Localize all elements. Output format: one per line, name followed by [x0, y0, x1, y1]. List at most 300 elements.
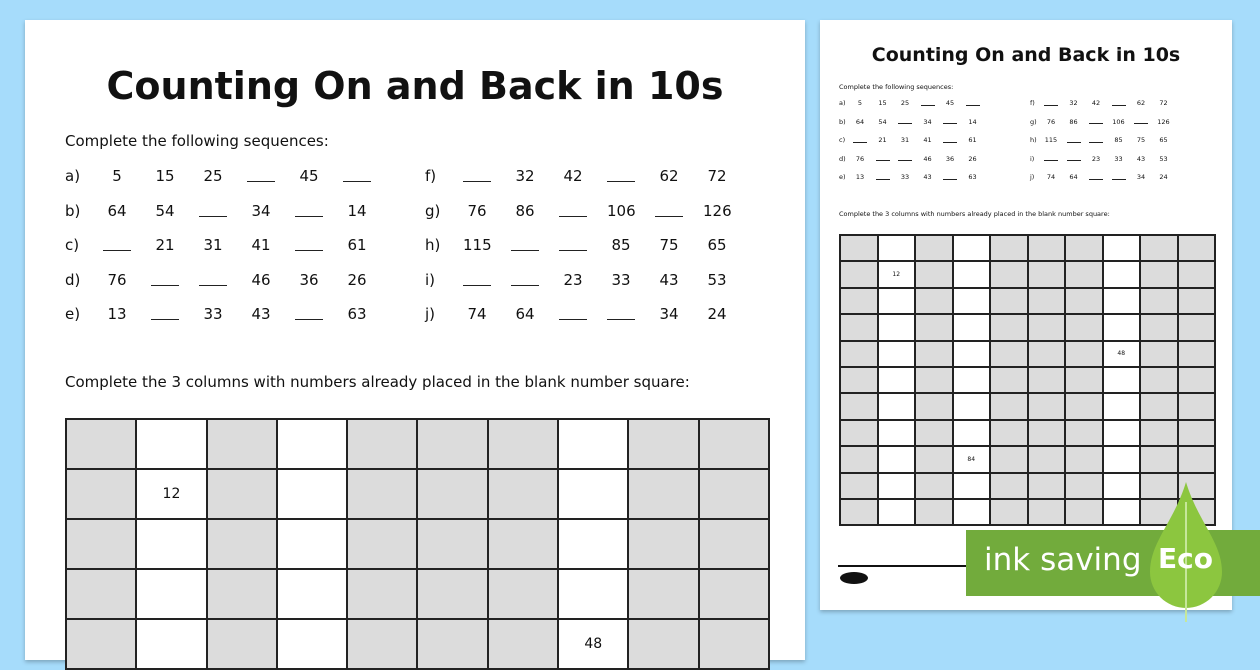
sequence-number: 76 — [107, 270, 127, 289]
grid-cell[interactable] — [878, 367, 916, 393]
sequence-label: c) — [839, 136, 846, 144]
grid-cell — [990, 420, 1028, 446]
sequence-number: 45 — [299, 167, 319, 185]
grid-cell — [840, 420, 878, 446]
answer-blank[interactable] — [943, 173, 957, 182]
grid-cell — [1065, 314, 1103, 340]
answer-blank[interactable] — [876, 173, 890, 182]
sequence-number: 26 — [347, 270, 367, 289]
grid-cell — [990, 341, 1028, 367]
sequence-number: 5 — [857, 99, 863, 107]
sequence-number: 43 — [251, 305, 271, 323]
grid-instruction: Complete the 3 columns with numbers already placed in the blank number square: — [839, 210, 1110, 218]
grid-cell[interactable] — [878, 446, 916, 472]
grid-cell — [1028, 499, 1066, 525]
sequence-number: 42 — [563, 167, 583, 185]
grid-cell — [488, 519, 558, 569]
answer-blank[interactable] — [463, 271, 491, 290]
grid-cell[interactable] — [558, 519, 628, 569]
sequence-label: j) — [1030, 173, 1035, 181]
grid-cell — [990, 473, 1028, 499]
sequence-number: 13 — [855, 173, 865, 181]
answer-blank[interactable] — [559, 202, 587, 221]
grid-cell — [1140, 420, 1178, 446]
grid-cell — [915, 314, 953, 340]
grid-cell — [990, 314, 1028, 340]
grid-cell — [1178, 367, 1216, 393]
grid-cell — [66, 419, 136, 469]
sequence-number: 62 — [659, 167, 679, 185]
sequence-number: 42 — [1091, 99, 1101, 107]
grid-cell — [417, 519, 487, 569]
grid-cell — [1028, 288, 1066, 314]
grid-cell — [699, 419, 769, 469]
worksheet-large-preview — [25, 20, 805, 660]
grid-cell — [1178, 341, 1216, 367]
answer-blank[interactable] — [607, 167, 635, 186]
grid-cell — [840, 235, 878, 261]
grid-cell[interactable]: 84 — [953, 446, 991, 472]
sequence-number: 106 — [607, 201, 636, 220]
ink-saving-label: ink saving — [984, 542, 1142, 578]
answer-blank[interactable] — [199, 271, 227, 290]
grid-cell — [990, 288, 1028, 314]
answer-blank[interactable] — [1134, 118, 1148, 127]
grid-cell — [840, 367, 878, 393]
sequence-number: 15 — [878, 99, 887, 107]
grid-cell — [915, 288, 953, 314]
sequence-number: 46 — [923, 154, 932, 163]
grid-cell — [915, 367, 953, 393]
grid-cell — [347, 419, 417, 469]
sequences-instruction: Complete the following sequences: — [839, 83, 954, 91]
grid-cell — [840, 341, 878, 367]
grid-cell — [207, 519, 277, 569]
sequence-number: 62 — [1136, 99, 1146, 107]
grid-cell[interactable] — [277, 519, 347, 569]
answer-blank[interactable] — [247, 167, 275, 186]
grid-cell[interactable] — [878, 235, 916, 261]
grid-cell — [840, 499, 878, 525]
grid-cell[interactable] — [277, 569, 347, 619]
sequence-number: 31 — [900, 136, 910, 144]
grid-cell — [1028, 446, 1066, 472]
sequence-number: 115 — [1044, 136, 1058, 144]
grid-cell — [840, 393, 878, 419]
grid-cell — [1065, 446, 1103, 472]
sequence-number: 106 — [1112, 117, 1125, 126]
grid-cell — [840, 314, 878, 340]
number-square — [65, 418, 770, 670]
sequence-number: 45 — [945, 99, 955, 107]
grid-cell[interactable] — [953, 393, 991, 419]
answer-blank[interactable] — [607, 305, 635, 324]
sequence-number: 26 — [968, 154, 977, 163]
grid-cell[interactable] — [1103, 420, 1141, 446]
grid-cell[interactable] — [953, 341, 991, 367]
grid-cell — [915, 473, 953, 499]
grid-cell[interactable] — [558, 419, 628, 469]
grid-cell — [1140, 367, 1178, 393]
sequence-number: 36 — [299, 270, 319, 289]
answer-blank[interactable] — [898, 118, 912, 127]
grid-cell[interactable] — [878, 473, 916, 499]
grid-cell[interactable]: 12 — [136, 469, 206, 519]
grid-cell — [417, 469, 487, 519]
grid-cell — [1065, 235, 1103, 261]
grid-cell[interactable] — [878, 499, 916, 525]
grid-cell[interactable] — [1103, 499, 1141, 525]
grid-cell — [1028, 235, 1066, 261]
grid-cell[interactable]: 12 — [878, 261, 916, 287]
grid-cell[interactable]: 48 — [558, 619, 628, 669]
answer-blank[interactable] — [151, 271, 179, 290]
grid-cell — [1028, 341, 1066, 367]
grid-cell[interactable] — [953, 473, 991, 499]
sequence-number: 25 — [900, 99, 910, 107]
grid-cell — [1178, 420, 1216, 446]
sequence-number: 53 — [1159, 154, 1168, 163]
sequence-number: 43 — [923, 173, 932, 181]
grid-instruction: Complete the 3 columns with numbers already placed in the blank number square: — [65, 373, 690, 391]
sequence-number: 14 — [968, 117, 977, 126]
sequence-number: 34 — [1136, 173, 1146, 181]
sequence-number: 15 — [155, 167, 175, 185]
grid-cell — [840, 261, 878, 287]
sequence-number: 21 — [878, 136, 887, 144]
grid-cell — [1178, 235, 1216, 261]
grid-cell — [1140, 341, 1178, 367]
sequence-label: b) — [839, 117, 846, 126]
sequence-number: 63 — [968, 173, 977, 181]
sequence-label: i) — [425, 270, 436, 289]
sequence-number: 21 — [155, 236, 175, 254]
grid-cell — [1065, 499, 1103, 525]
grid-cell — [915, 261, 953, 287]
grid-cell[interactable] — [953, 367, 991, 393]
sequence-number: 74 — [1046, 173, 1056, 181]
answer-blank[interactable] — [295, 202, 323, 221]
sequence-number: 115 — [463, 236, 492, 254]
grid-cell — [1178, 393, 1216, 419]
sequence-label: a) — [839, 99, 846, 107]
grid-cell — [915, 235, 953, 261]
sequence-number: 72 — [707, 167, 727, 185]
sequence-number: 33 — [1114, 154, 1123, 163]
grid-cell[interactable] — [1103, 235, 1141, 261]
answer-blank[interactable] — [103, 236, 131, 255]
grid-cell — [699, 619, 769, 669]
grid-cell[interactable] — [277, 419, 347, 469]
sequence-label: e) — [65, 305, 81, 323]
grid-cell[interactable] — [1103, 473, 1141, 499]
grid-cell — [990, 393, 1028, 419]
grid-cell[interactable] — [878, 420, 916, 446]
worksheet-title: Counting On and Back in 10s — [871, 44, 1181, 66]
sequence-label: i) — [1030, 154, 1035, 163]
brand-logo-icon — [840, 572, 868, 584]
answer-blank[interactable] — [1112, 99, 1126, 108]
grid-cell — [840, 446, 878, 472]
answer-blank[interactable] — [199, 202, 227, 221]
grid-cell[interactable] — [1103, 393, 1141, 419]
grid-cell — [1178, 314, 1216, 340]
grid-cell — [1140, 446, 1178, 472]
answer-blank[interactable] — [943, 136, 957, 145]
grid-cell[interactable] — [953, 288, 991, 314]
grid-cell — [1140, 314, 1178, 340]
grid-cell — [347, 569, 417, 619]
grid-cell[interactable] — [558, 569, 628, 619]
sequence-number: 41 — [923, 136, 932, 144]
sequence-label: d) — [65, 270, 81, 289]
grid-cell[interactable] — [136, 419, 206, 469]
grid-cell — [699, 519, 769, 569]
grid-cell — [1065, 393, 1103, 419]
grid-cell — [628, 619, 698, 669]
sequence-number: 32 — [515, 167, 535, 185]
sequence-number: 65 — [1159, 136, 1168, 144]
answer-blank[interactable] — [511, 271, 539, 290]
answer-blank[interactable] — [151, 305, 179, 324]
sequence-number: 76 — [855, 154, 865, 163]
grid-cell — [488, 569, 558, 619]
sequence-number: 25 — [203, 167, 223, 185]
answer-blank[interactable] — [1112, 173, 1126, 182]
grid-cell — [488, 419, 558, 469]
grid-cell[interactable] — [953, 420, 991, 446]
sequence-label: c) — [65, 236, 80, 254]
eco-label: Eco — [1158, 542, 1213, 575]
sequence-number: 43 — [659, 270, 679, 289]
grid-cell[interactable] — [953, 499, 991, 525]
answer-blank[interactable] — [559, 236, 587, 255]
answer-blank[interactable] — [853, 136, 867, 145]
answer-blank[interactable] — [1089, 173, 1103, 182]
grid-cell — [1065, 367, 1103, 393]
grid-cell — [488, 619, 558, 669]
sequence-label: e) — [839, 173, 846, 181]
sequence-number: 61 — [347, 236, 367, 254]
grid-cell — [1028, 393, 1066, 419]
answer-blank[interactable] — [295, 305, 323, 324]
answer-blank[interactable] — [1067, 136, 1081, 145]
grid-cell — [1028, 473, 1066, 499]
grid-cell[interactable] — [953, 261, 991, 287]
sequence-label: a) — [65, 167, 81, 185]
grid-cell — [699, 469, 769, 519]
sequence-label: f) — [425, 167, 437, 185]
grid-cell — [66, 469, 136, 519]
answer-blank[interactable] — [966, 99, 980, 108]
sequence-number: 65 — [707, 236, 727, 254]
grid-cell — [1178, 446, 1216, 472]
grid-cell — [347, 469, 417, 519]
sequence-label: f) — [1030, 99, 1035, 107]
grid-cell[interactable] — [878, 288, 916, 314]
sequence-number: 75 — [659, 236, 679, 254]
sequence-number: 43 — [1136, 154, 1146, 163]
grid-cell — [840, 473, 878, 499]
sequence-number: 64 — [515, 305, 535, 323]
grid-cell — [66, 569, 136, 619]
grid-cell — [1178, 288, 1216, 314]
sequence-number: 31 — [203, 236, 223, 254]
answer-blank[interactable] — [1044, 155, 1058, 164]
grid-cell — [66, 519, 136, 569]
sequence-number: 34 — [659, 305, 679, 323]
answer-blank[interactable] — [511, 236, 539, 255]
sequence-number: 64 — [107, 201, 127, 220]
sequence-number: 13 — [107, 305, 127, 323]
grid-cell — [628, 419, 698, 469]
sequence-number: 126 — [1157, 117, 1170, 126]
grid-cell[interactable] — [558, 469, 628, 519]
sequence-number: 46 — [251, 270, 271, 289]
sequence-number: 126 — [703, 201, 732, 220]
grid-cell — [1065, 288, 1103, 314]
sequence-label: j) — [425, 305, 436, 323]
grid-cell — [1065, 341, 1103, 367]
sequence-number: 75 — [1136, 136, 1146, 144]
sequence-number: 63 — [347, 305, 367, 323]
sequence-number: 23 — [1091, 154, 1101, 163]
grid-cell[interactable] — [1103, 261, 1141, 287]
sequence-number: 33 — [900, 173, 910, 181]
grid-cell[interactable] — [1103, 446, 1141, 472]
grid-cell — [628, 569, 698, 619]
sequence-number: 86 — [1069, 117, 1078, 126]
sequence-label: g) — [425, 201, 441, 220]
sequence-number: 24 — [1159, 173, 1168, 181]
sequence-number: 34 — [251, 201, 271, 220]
grid-cell — [417, 419, 487, 469]
sequence-number: 64 — [855, 117, 865, 126]
grid-cell[interactable] — [878, 341, 916, 367]
sequence-number: 14 — [347, 201, 367, 220]
grid-cell — [347, 519, 417, 569]
grid-cell — [990, 261, 1028, 287]
grid-cell[interactable] — [878, 393, 916, 419]
grid-cell — [207, 419, 277, 469]
answer-blank[interactable] — [463, 167, 491, 186]
sequence-number: 64 — [1069, 173, 1078, 181]
grid-cell[interactable] — [1103, 314, 1141, 340]
answer-blank[interactable] — [295, 236, 323, 255]
answer-blank[interactable] — [559, 305, 587, 324]
answer-blank[interactable] — [876, 155, 890, 164]
grid-cell[interactable] — [878, 314, 916, 340]
grid-cell — [1028, 367, 1066, 393]
sequence-label: h) — [1030, 136, 1037, 144]
grid-cell — [1140, 235, 1178, 261]
sequence-number: 5 — [112, 167, 122, 185]
sequence-number: 54 — [155, 201, 175, 220]
grid-cell — [840, 288, 878, 314]
grid-cell — [915, 499, 953, 525]
grid-cell — [1028, 314, 1066, 340]
sequence-label: g) — [1030, 117, 1037, 126]
grid-cell — [207, 569, 277, 619]
grid-cell — [66, 619, 136, 669]
answer-blank[interactable] — [898, 155, 912, 164]
grid-cell — [417, 569, 487, 619]
sequence-number: 85 — [611, 236, 631, 254]
sequence-number: 36 — [945, 154, 955, 163]
sequence-label: h) — [425, 236, 441, 254]
grid-cell — [207, 469, 277, 519]
grid-cell — [628, 469, 698, 519]
grid-cell[interactable] — [136, 569, 206, 619]
grid-cell — [915, 446, 953, 472]
sequence-label: d) — [839, 154, 846, 163]
grid-cell — [990, 499, 1028, 525]
sequence-number: 76 — [1046, 117, 1056, 126]
sequence-number: 32 — [1069, 99, 1078, 107]
sequence-number: 72 — [1159, 99, 1168, 107]
grid-cell[interactable]: 48 — [1103, 341, 1141, 367]
grid-cell[interactable] — [1103, 288, 1141, 314]
grid-cell — [1028, 261, 1066, 287]
grid-cell — [628, 519, 698, 569]
sequence-number: 23 — [563, 270, 583, 289]
sequence-number: 61 — [968, 136, 977, 144]
grid-cell — [1140, 261, 1178, 287]
answer-blank[interactable] — [1044, 99, 1058, 108]
grid-cell — [915, 341, 953, 367]
sequence-number: 33 — [611, 270, 631, 289]
sequences-instruction: Complete the following sequences: — [65, 132, 329, 150]
sequence-number: 85 — [1114, 136, 1123, 144]
grid-cell[interactable] — [136, 619, 206, 669]
sequence-label: b) — [65, 201, 81, 220]
sequence-number: 76 — [467, 201, 487, 220]
grid-cell — [1028, 420, 1066, 446]
grid-cell — [488, 469, 558, 519]
answer-blank[interactable] — [343, 167, 371, 186]
grid-cell — [990, 446, 1028, 472]
answer-blank[interactable] — [1089, 136, 1103, 145]
sequence-number: 33 — [203, 305, 223, 323]
sequence-number: 24 — [707, 305, 727, 323]
grid-cell — [1065, 261, 1103, 287]
answer-blank[interactable] — [943, 118, 957, 127]
answer-blank[interactable] — [921, 99, 935, 108]
grid-cell — [1178, 261, 1216, 287]
grid-cell[interactable] — [953, 314, 991, 340]
grid-cell — [990, 367, 1028, 393]
grid-cell — [699, 569, 769, 619]
grid-cell[interactable] — [277, 469, 347, 519]
worksheet-title: Counting On and Back in 10s — [106, 64, 724, 108]
answer-blank[interactable] — [1089, 118, 1103, 127]
grid-cell — [1065, 420, 1103, 446]
sequence-number: 86 — [515, 201, 535, 220]
grid-cell — [915, 420, 953, 446]
grid-cell[interactable] — [953, 235, 991, 261]
grid-cell[interactable] — [136, 519, 206, 569]
answer-blank[interactable] — [1067, 155, 1081, 164]
answer-blank[interactable] — [655, 202, 683, 221]
sequence-number: 34 — [923, 117, 932, 126]
grid-cell — [207, 619, 277, 669]
grid-cell — [1140, 288, 1178, 314]
sequence-number: 53 — [707, 270, 727, 289]
grid-cell[interactable] — [1103, 367, 1141, 393]
grid-cell — [1065, 473, 1103, 499]
grid-cell[interactable] — [277, 619, 347, 669]
sequence-number: 41 — [251, 236, 271, 254]
